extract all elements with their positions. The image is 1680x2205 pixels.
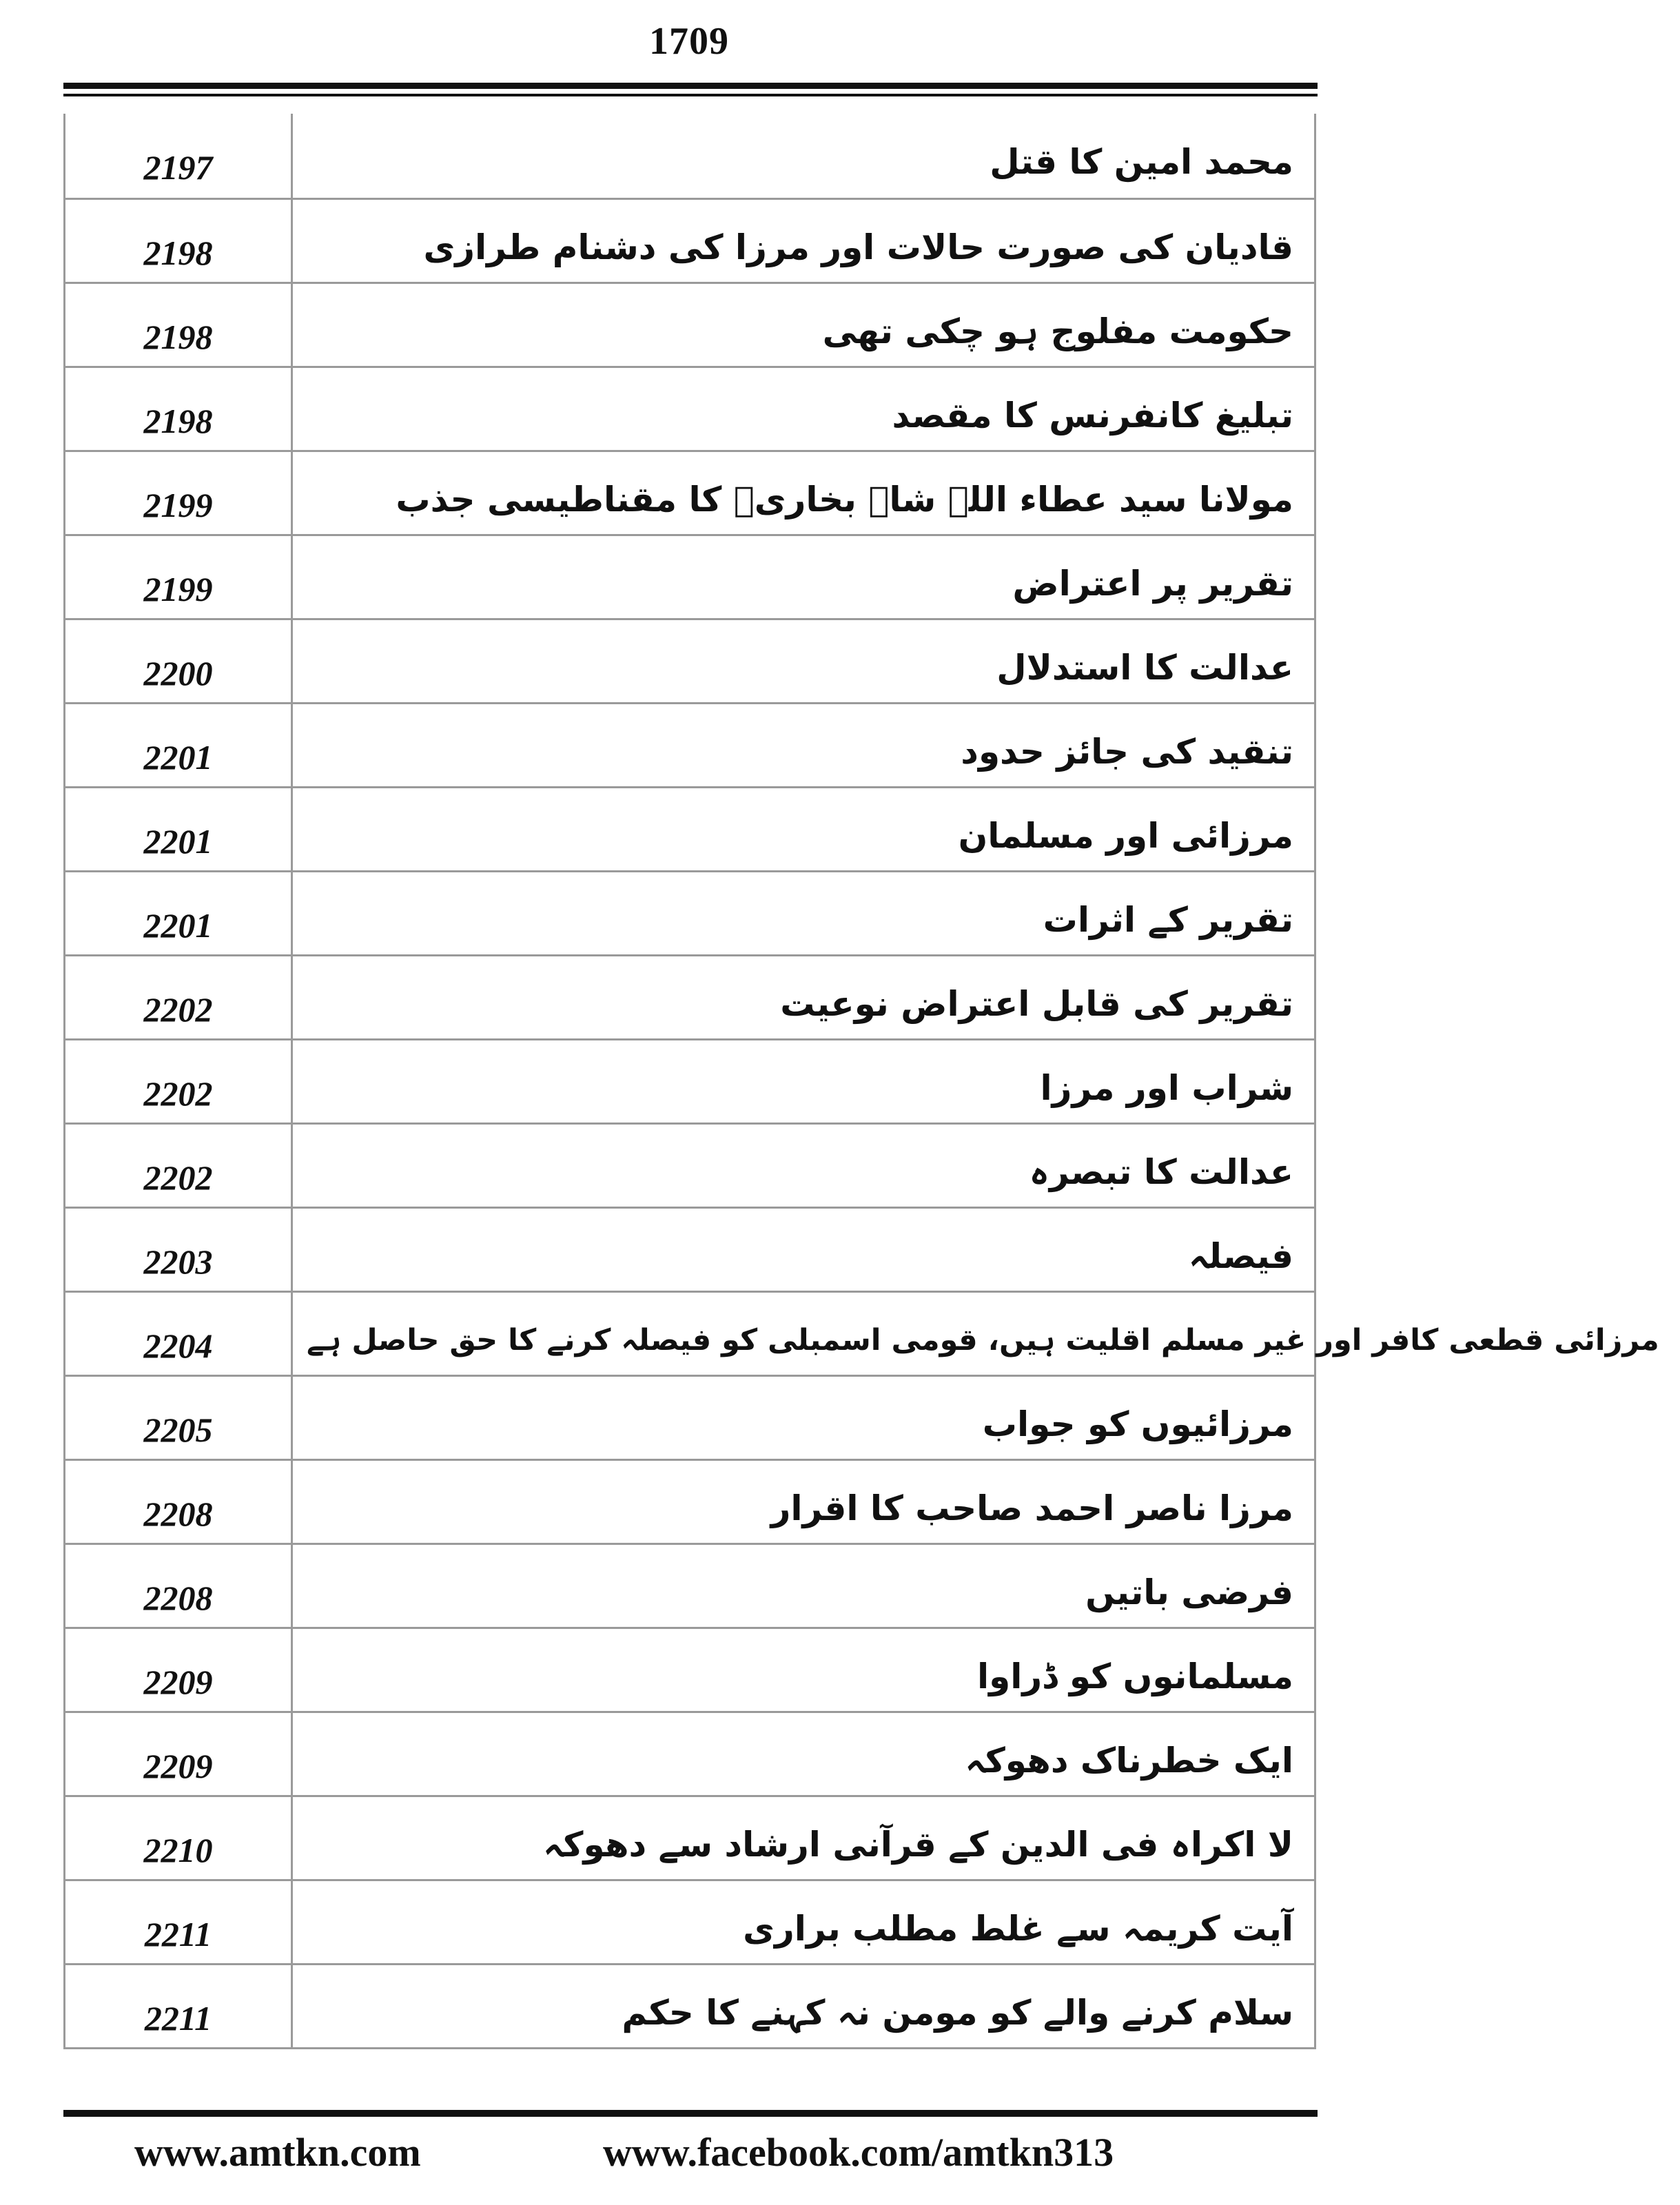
toc-row	[65, 198, 1314, 282]
toc-row	[65, 534, 1314, 618]
toc-page-number: 2199	[65, 452, 293, 534]
toc-row	[65, 870, 1314, 954]
toc-page-number: 2198	[65, 200, 293, 282]
toc-page-number: 2204	[65, 1293, 293, 1375]
toc-row	[65, 1795, 1314, 1879]
toc-row	[65, 1963, 1314, 2047]
toc-row	[65, 702, 1314, 786]
toc-row	[65, 954, 1314, 1038]
header-rule-thick	[63, 83, 1318, 89]
toc-page-number: 2201	[65, 704, 293, 786]
toc-row	[65, 450, 1314, 534]
toc-page-number: 2209	[65, 1629, 293, 1711]
toc-entry-title: تقریر کے اثرات	[1043, 899, 1293, 940]
toc-page-number: 2208	[65, 1545, 293, 1627]
footer-facebook[interactable]: www.facebook.com/amtkn313	[603, 2130, 1114, 2175]
toc-row	[65, 114, 1314, 198]
toc-entry-title: عدالت کا تبصرہ	[1029, 1151, 1293, 1192]
toc-entry-title: تنقید کی جائز حدود	[961, 731, 1293, 772]
toc-row	[65, 1038, 1314, 1122]
toc-entry-title: مسلمانوں کو ڈراوا	[977, 1656, 1293, 1696]
toc-page-number: 2203	[65, 1209, 293, 1291]
toc-entry-title: تقریر پر اعتراض	[1012, 563, 1293, 604]
toc-entry-title: مولانا سید عطاء اللہ شاہ بخاریؒ کا مقناطیسی جذب	[396, 479, 1293, 520]
footer	[0, 2129, 1378, 2177]
toc-entry-title: شراب اور مرزا	[1040, 1067, 1293, 1108]
toc-row	[65, 618, 1314, 702]
toc-row	[65, 1627, 1314, 1711]
toc-entry-title: لا اکراہ فی الدین کے قرآنی ارشاد سے دھوکہ	[543, 1824, 1293, 1865]
toc-row	[65, 1207, 1314, 1291]
toc-entry-title: مرزائیوں کو جواب	[982, 1404, 1293, 1444]
footer-rule	[63, 2110, 1318, 2117]
toc-page-number: 2197	[65, 114, 293, 198]
toc-entry-title: فرضی باتیں	[1085, 1572, 1293, 1612]
toc-entry-title: مرزائی قطعی کافر اور غیر مسلم اقلیت ہیں، قومی اسمبلی کو فیصلہ کرنے کا حق حاصل ہے	[307, 1322, 1659, 1357]
toc-row	[65, 1879, 1314, 1963]
toc-entry-title: فیصلہ	[1188, 1235, 1293, 1276]
toc-page-number: 2211	[65, 1965, 293, 2047]
toc-row	[65, 786, 1314, 870]
toc-entry-title: ایک خطرناک دھوکہ	[965, 1740, 1293, 1781]
toc-page-number: 2201	[65, 788, 293, 870]
toc-entry-title: محمد امین کا قتل	[990, 142, 1293, 182]
toc-row	[65, 366, 1314, 450]
toc-page-number: 2202	[65, 1125, 293, 1207]
page-number: 1709	[649, 20, 729, 63]
toc-page-number: 2211	[65, 1881, 293, 1963]
toc-page-number: 2209	[65, 1713, 293, 1795]
toc-entry-title: آیت کریمہ سے غلط مطلب براری	[743, 1908, 1293, 1949]
toc-page-number: 2205	[65, 1377, 293, 1459]
toc-entry-title: مرزائی اور مسلمان	[958, 815, 1293, 856]
toc-row	[65, 1122, 1314, 1207]
toc-row	[65, 1459, 1314, 1543]
toc-row	[65, 1711, 1314, 1795]
toc-entry-title: تبلیغ کانفرنس کا مقصد	[892, 395, 1293, 435]
toc-row	[65, 1543, 1314, 1627]
toc-page-number: 2198	[65, 368, 293, 450]
toc-page-number: 2198	[65, 284, 293, 366]
toc-entry-title: تقریر کی قابل اعتراض نوعیت	[780, 983, 1293, 1024]
toc-page-number: 2199	[65, 536, 293, 618]
toc-page-number: 2210	[65, 1797, 293, 1879]
toc-row	[65, 1291, 1659, 1375]
footer-website[interactable]: www.amtkn.com	[134, 2130, 421, 2175]
toc-entry-title: قادیان کی صورت حالات اور مرزا کی دشنام طرازی	[423, 227, 1293, 267]
toc-entry-title: عدالت کا استدلال	[996, 647, 1293, 688]
toc-entry-title: حکومت مفلوج ہو چکی تھی	[822, 311, 1293, 351]
header-rule-thin	[63, 94, 1318, 96]
toc-page-number: 2200	[65, 620, 293, 702]
toc-row	[65, 1375, 1314, 1459]
toc-page-number: 2202	[65, 1040, 293, 1122]
toc-table	[63, 114, 1659, 2049]
toc-page-number: 2208	[65, 1461, 293, 1543]
toc-page-number: 2201	[65, 872, 293, 954]
toc-row	[65, 282, 1314, 366]
toc-page-number: 2202	[65, 956, 293, 1038]
toc-entry-title: سلام کرنے والے کو مومن نہ کہنے کا حکم	[622, 1992, 1293, 2033]
toc-entry-title: مرزا ناصر احمد صاحب کا اقرار	[770, 1488, 1293, 1528]
